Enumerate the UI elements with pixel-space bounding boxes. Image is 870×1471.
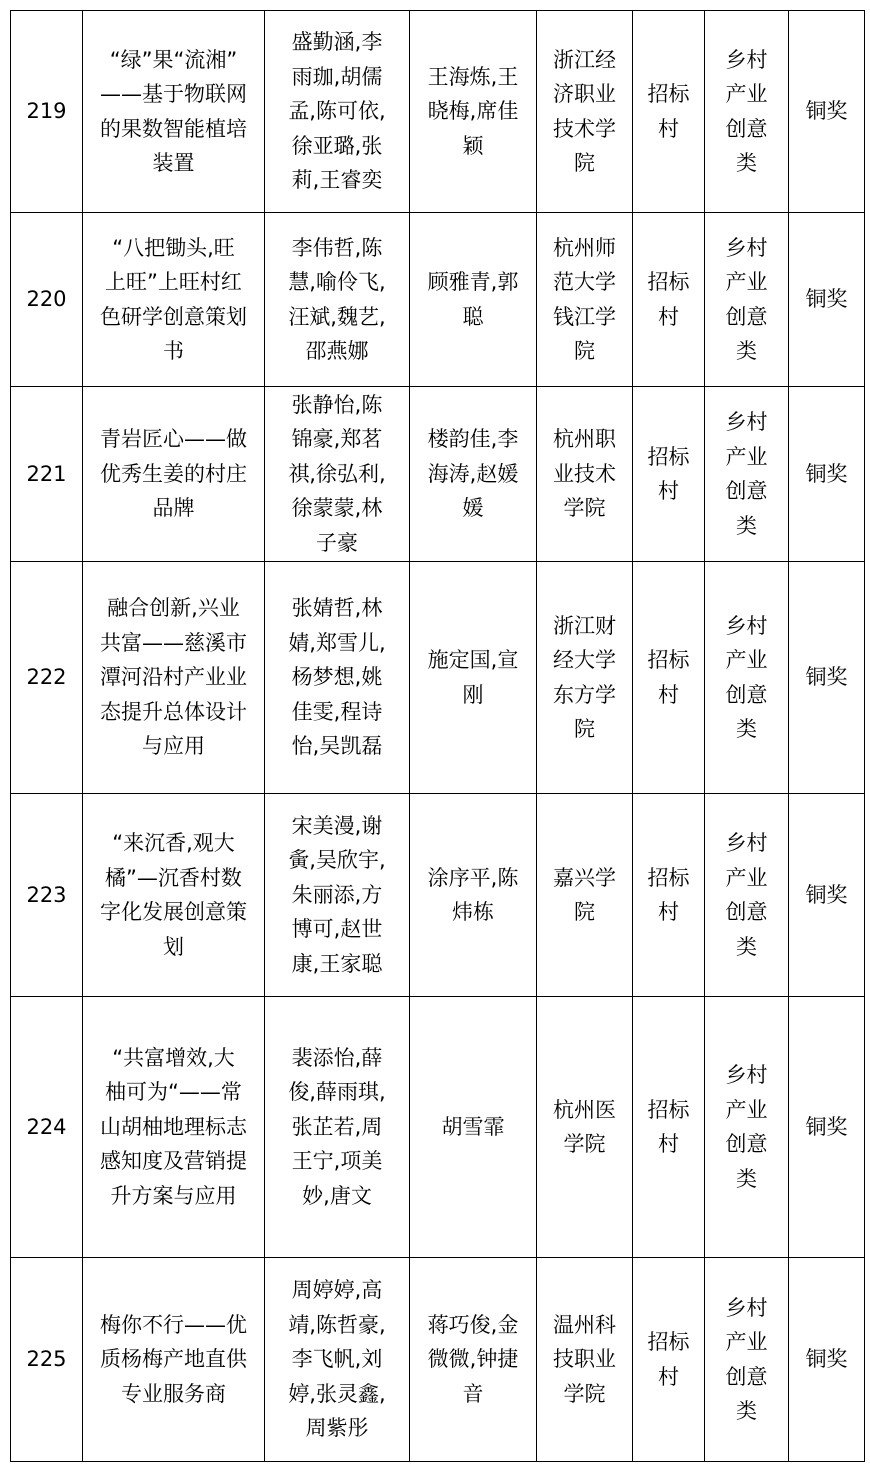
project-title: “八把锄头,旺 上旺”上旺村红 色研学创意策划 书 [83, 213, 265, 387]
award: 铜奖 [789, 213, 865, 387]
row-number: 220 [11, 213, 83, 387]
award: 铜奖 [789, 11, 865, 213]
table-row [11, 997, 865, 1258]
project-title: 融合创新,兴业 共富——慈溪市 潭河沿村产业业 态提升总体设计 与应用 [83, 562, 265, 794]
advisors: 胡雪霏 [410, 997, 537, 1258]
school: 浙江财 经大学 东方学 院 [537, 562, 633, 794]
row-number: 222 [11, 562, 83, 794]
category: 乡村 产业 创意 类 [705, 11, 789, 213]
village-type: 招标 村 [633, 11, 705, 213]
advisors: 王海炼,王 晓梅,席佳 颖 [410, 11, 537, 213]
awards-table [10, 10, 865, 1462]
school: 杭州师 范大学 钱江学 院 [537, 213, 633, 387]
school: 温州科 技职业 学院 [537, 1258, 633, 1462]
row-number: 225 [11, 1258, 83, 1462]
category: 乡村 产业 创意 类 [705, 562, 789, 794]
category: 乡村 产业 创意 类 [705, 387, 789, 562]
team-members: 盛勤涵,李 雨珈,胡儒 孟,陈可依, 徐亚璐,张 莉,王睿奕 [265, 11, 410, 213]
category: 乡村 产业 创意 类 [705, 1258, 789, 1462]
village-type: 招标 村 [633, 1258, 705, 1462]
school: 杭州医 学院 [537, 997, 633, 1258]
project-title: 青岩匠心——做 优秀生姜的村庄 品牌 [83, 387, 265, 562]
school: 杭州职 业技术 学院 [537, 387, 633, 562]
advisors: 施定国,宣 刚 [410, 562, 537, 794]
team-members: 裴添怡,薛 俊,薛雨琪, 张芷若,周 王宁,项美 妙,唐文 [265, 997, 410, 1258]
advisors: 顾雅青,郭 聪 [410, 213, 537, 387]
project-title: 梅你不行——优 质杨梅产地直供 专业服务商 [83, 1258, 265, 1462]
category: 乡村 产业 创意 类 [705, 997, 789, 1258]
category: 乡村 产业 创意 类 [705, 213, 789, 387]
award: 铜奖 [789, 794, 865, 997]
team-members: 李伟哲,陈 慧,喻伶飞, 汪斌,魏艺, 邵燕娜 [265, 213, 410, 387]
table-row [11, 11, 865, 213]
team-members: 张静怡,陈 锦豪,郑茗 祺,徐弘利, 徐蒙蒙,林 子豪 [265, 387, 410, 562]
award: 铜奖 [789, 562, 865, 794]
table-row [11, 794, 865, 997]
project-title: “共富增效,大 柚可为“——常 山胡柚地理标志 感知度及营销提 升方案与应用 [83, 997, 265, 1258]
award: 铜奖 [789, 997, 865, 1258]
village-type: 招标 村 [633, 213, 705, 387]
row-number: 221 [11, 387, 83, 562]
row-number: 224 [11, 997, 83, 1258]
advisors: 楼韵佳,李 海涛,赵媛 媛 [410, 387, 537, 562]
village-type: 招标 村 [633, 562, 705, 794]
project-title: “来沉香,观大 橘”—沉香村数 字化发展创意策 划 [83, 794, 265, 997]
team-members: 张婧哲,林 婧,郑雪儿, 杨梦想,姚 佳雯,程诗 怡,吴凯磊 [265, 562, 410, 794]
team-members: 周婷婷,高 靖,陈哲豪, 李飞帆,刘 婷,张灵鑫, 周紫彤 [265, 1258, 410, 1462]
table-row [11, 213, 865, 387]
advisors: 涂序平,陈 炜栋 [410, 794, 537, 997]
award: 铜奖 [789, 387, 865, 562]
row-number: 223 [11, 794, 83, 997]
table-row [11, 387, 865, 562]
team-members: 宋美漫,谢 夤,吴欣宇, 朱丽添,方 博可,赵世 康,王家聪 [265, 794, 410, 997]
row-number: 219 [11, 11, 83, 213]
school: 嘉兴学 院 [537, 794, 633, 997]
table-row [11, 562, 865, 794]
category: 乡村 产业 创意 类 [705, 794, 789, 997]
village-type: 招标 村 [633, 997, 705, 1258]
advisors: 蒋巧俊,金 微微,钟捷 音 [410, 1258, 537, 1462]
table-row [11, 1258, 865, 1462]
project-title: “绿”果“流湘” ——基于物联网 的果数智能植培 装置 [83, 11, 265, 213]
village-type: 招标 村 [633, 387, 705, 562]
village-type: 招标 村 [633, 794, 705, 997]
award: 铜奖 [789, 1258, 865, 1462]
school: 浙江经 济职业 技术学 院 [537, 11, 633, 213]
